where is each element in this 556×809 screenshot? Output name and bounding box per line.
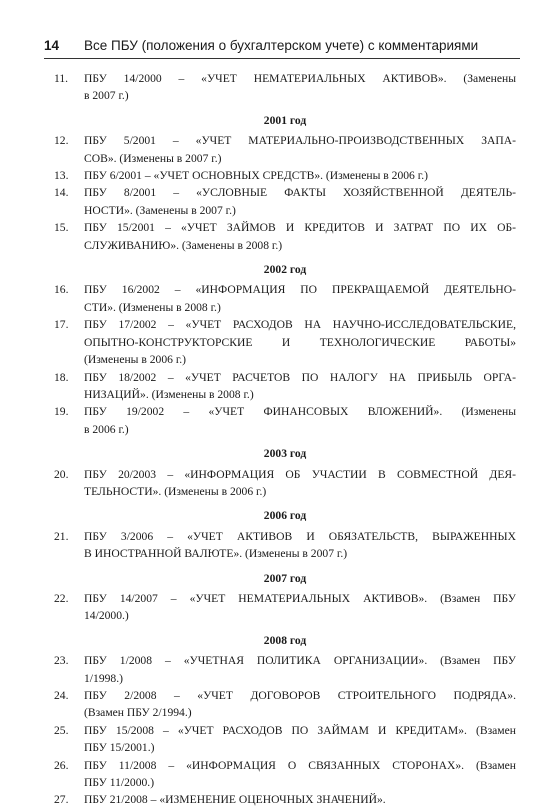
item-text-line: НОСТИ». (Заменены в 2007 г.) bbox=[84, 203, 236, 217]
item-text-line: ПБУ 21/2008 – «ИЗМЕНЕНИЕ ОЦЕНОЧНЫХ ЗНАЧЕНИЙ». bbox=[84, 793, 386, 807]
item-text-line: 1/1998.) bbox=[84, 671, 123, 685]
item-text-line: ПБУ 6/2001 – «УЧЕТ ОСНОВНЫХ СРЕДСТВ». (Изменены в 2006 г.) bbox=[84, 169, 428, 183]
item-text bbox=[84, 791, 516, 808]
item-text bbox=[84, 184, 516, 219]
list-item bbox=[54, 316, 516, 368]
page-number: 14 bbox=[44, 38, 60, 53]
item-text bbox=[84, 316, 516, 368]
list-item bbox=[54, 590, 516, 625]
item-text-line: ПБУ 8/2001 – «УСЛОВНЫЕ ФАКТЫ ХОЗЯЙСТВЕННОЙ ДЕЯТЕЛЬ- bbox=[84, 186, 516, 200]
item-number: 20. bbox=[54, 467, 69, 481]
item-number: 26. bbox=[54, 758, 69, 772]
list-item bbox=[54, 757, 516, 792]
item-number: 24. bbox=[54, 689, 69, 702]
item-text-line: ПБУ 15/2008 – «УЧЕТ РАСХОДОВ ПО ЗАЙМАМ И КРЕДИТАМ». (Взамен bbox=[84, 723, 516, 737]
item-text-line: (Изменены в 2006 г.) bbox=[84, 353, 187, 367]
item-text bbox=[84, 70, 516, 105]
item-text bbox=[84, 687, 516, 722]
item-text bbox=[84, 528, 516, 563]
item-text-line: ПБУ 5/2001 – «УЧЕТ МАТЕРИАЛЬНО-ПРОИЗВОДСТВЕННЫХ ЗАПА- bbox=[84, 134, 516, 148]
list-item bbox=[54, 791, 516, 808]
item-text-line: В ИНОСТРАННОЙ ВАЛЮТЕ». (Изменены в 2007 г.) bbox=[84, 547, 348, 561]
list-item bbox=[54, 403, 516, 438]
item-text-line: 14/2000.) bbox=[84, 609, 129, 623]
item-number: 25. bbox=[54, 723, 69, 737]
running-title: Все ПБУ (положения о бухгалтерском учете) с комментариями bbox=[84, 38, 479, 53]
item-text bbox=[84, 167, 516, 184]
year-heading: 2001 год bbox=[263, 113, 307, 127]
item-text-line: СЛУЖИВАНИЮ». (Заменены в 2008 г.) bbox=[84, 238, 283, 252]
item-text bbox=[84, 281, 516, 316]
list-item bbox=[54, 184, 516, 219]
item-text-line: ПБУ 18/2002 – «УЧЕТ РАСЧЕТОВ ПО НАЛОГУ НА ПРИБЫЛЬ ОРГА- bbox=[84, 370, 516, 384]
item-text bbox=[84, 652, 516, 687]
item-text-line: ПБУ 19/2002 – «УЧЕТ ФИНАНСОВЫХ ВЛОЖЕНИЙ». (Изменены bbox=[84, 405, 516, 419]
item-text-line: в 2007 г.) bbox=[84, 89, 129, 103]
item-text bbox=[84, 590, 516, 625]
item-text bbox=[84, 403, 516, 438]
item-text-line: ПБУ 15/2001.) bbox=[84, 741, 155, 755]
list-item bbox=[54, 466, 516, 501]
item-number: 11. bbox=[54, 72, 69, 85]
item-text-line: ПБУ 2/2008 – «УЧЕТ ДОГОВОРОВ СТРОИТЕЛЬНОГО ПОДРЯДА». bbox=[84, 689, 516, 702]
item-number: 16. bbox=[54, 283, 69, 297]
item-text bbox=[84, 369, 516, 404]
list-item bbox=[54, 687, 516, 722]
list-item bbox=[54, 70, 516, 105]
item-text-line: ПБУ 11/2000.) bbox=[84, 776, 155, 790]
item-number: 27. bbox=[54, 793, 69, 807]
list-item bbox=[54, 652, 516, 687]
list-item bbox=[54, 528, 516, 563]
item-text-line: СОВ». (Изменены в 2007 г.) bbox=[84, 151, 222, 165]
item-text-line: ПБУ 1/2008 – «УЧЕТНАЯ ПОЛИТИКА ОРГАНИЗАЦИИ». (Взамен ПБУ bbox=[84, 654, 516, 668]
item-number: 13. bbox=[54, 169, 69, 183]
list-item bbox=[54, 219, 516, 254]
item-number: 23. bbox=[54, 654, 69, 668]
item-text-line: ПБУ 16/2002 – «ИНФОРМАЦИЯ ПО ПРЕКРАЩАЕМОЙ ДЕЯТЕЛЬНО- bbox=[84, 283, 516, 297]
year-heading: 2003 год bbox=[263, 447, 307, 461]
item-text bbox=[84, 466, 516, 501]
item-text bbox=[84, 757, 516, 792]
item-text-line: НИЗАЦИЙ». (Изменены в 2008 г.) bbox=[84, 387, 254, 401]
item-number: 19. bbox=[54, 405, 69, 419]
item-text-line: ПБУ 17/2002 – «УЧЕТ РАСХОДОВ НА НАУЧНО-ИССЛЕДОВАТЕЛЬСКИЕ, bbox=[84, 318, 516, 332]
item-text bbox=[84, 722, 516, 757]
item-text-line: (Взамен ПБУ 2/1994.) bbox=[84, 706, 192, 720]
item-number: 21. bbox=[54, 529, 69, 543]
item-number: 17. bbox=[54, 318, 69, 332]
item-text-line: СТИ». (Изменены в 2008 г.) bbox=[84, 300, 221, 314]
item-number: 15. bbox=[54, 221, 69, 235]
list-item bbox=[54, 167, 516, 184]
item-number: 14. bbox=[54, 186, 69, 200]
year-heading: 2007 год bbox=[263, 571, 307, 585]
list-item bbox=[54, 281, 516, 316]
item-text-line: в 2006 г.) bbox=[84, 422, 129, 436]
item-text-line: ПБУ 11/2008 – «ИНФОРМАЦИЯ О СВЯЗАННЫХ СТОРОНАХ». (Взамен bbox=[84, 758, 516, 772]
item-text-line: ПБУ 14/2000 – «УЧЕТ НЕМАТЕРИАЛЬНЫХ АКТИВОВ». (Заменены bbox=[84, 72, 516, 85]
item-text bbox=[84, 132, 516, 167]
year-heading: 2006 год bbox=[263, 509, 307, 523]
item-text-line: ТЕЛЬНОСТИ». (Изменены в 2006 г.) bbox=[84, 484, 267, 498]
item-text-line: ПБУ 14/2007 – «УЧЕТ НЕМАТЕРИАЛЬНЫХ АКТИВОВ». (Взамен ПБУ bbox=[84, 591, 516, 605]
item-text-line: ПБУ 3/2006 – «УЧЕТ АКТИВОВ И ОБЯЗАТЕЛЬСТВ, ВЫРАЖЕННЫХ bbox=[84, 529, 516, 543]
document-body bbox=[54, 70, 516, 809]
item-number: 12. bbox=[54, 134, 69, 148]
item-number: 22. bbox=[54, 591, 69, 605]
year-heading: 2002 год bbox=[263, 263, 307, 277]
item-text bbox=[84, 219, 516, 254]
header-rule bbox=[44, 58, 520, 59]
item-text-line: ПБУ 15/2001 – «УЧЕТ ЗАЙМОВ И КРЕДИТОВ И ЗАТРАТ ПО ИХ ОБ- bbox=[84, 221, 516, 235]
list-item bbox=[54, 722, 516, 757]
item-number: 18. bbox=[54, 370, 69, 384]
year-heading: 2008 год bbox=[263, 633, 307, 647]
item-text-line: ПБУ 20/2003 – «ИНФОРМАЦИЯ ОБ УЧАСТИИ В СОВМЕСТНОЙ ДЕЯ- bbox=[84, 467, 516, 481]
list-item bbox=[54, 369, 516, 404]
list-item bbox=[54, 132, 516, 167]
item-text-line: ОПЫТНО-КОНСТРУКТОРСКИЕ И ТЕХНОЛОГИЧЕСКИЕ РАБОТЫ» bbox=[84, 335, 516, 349]
